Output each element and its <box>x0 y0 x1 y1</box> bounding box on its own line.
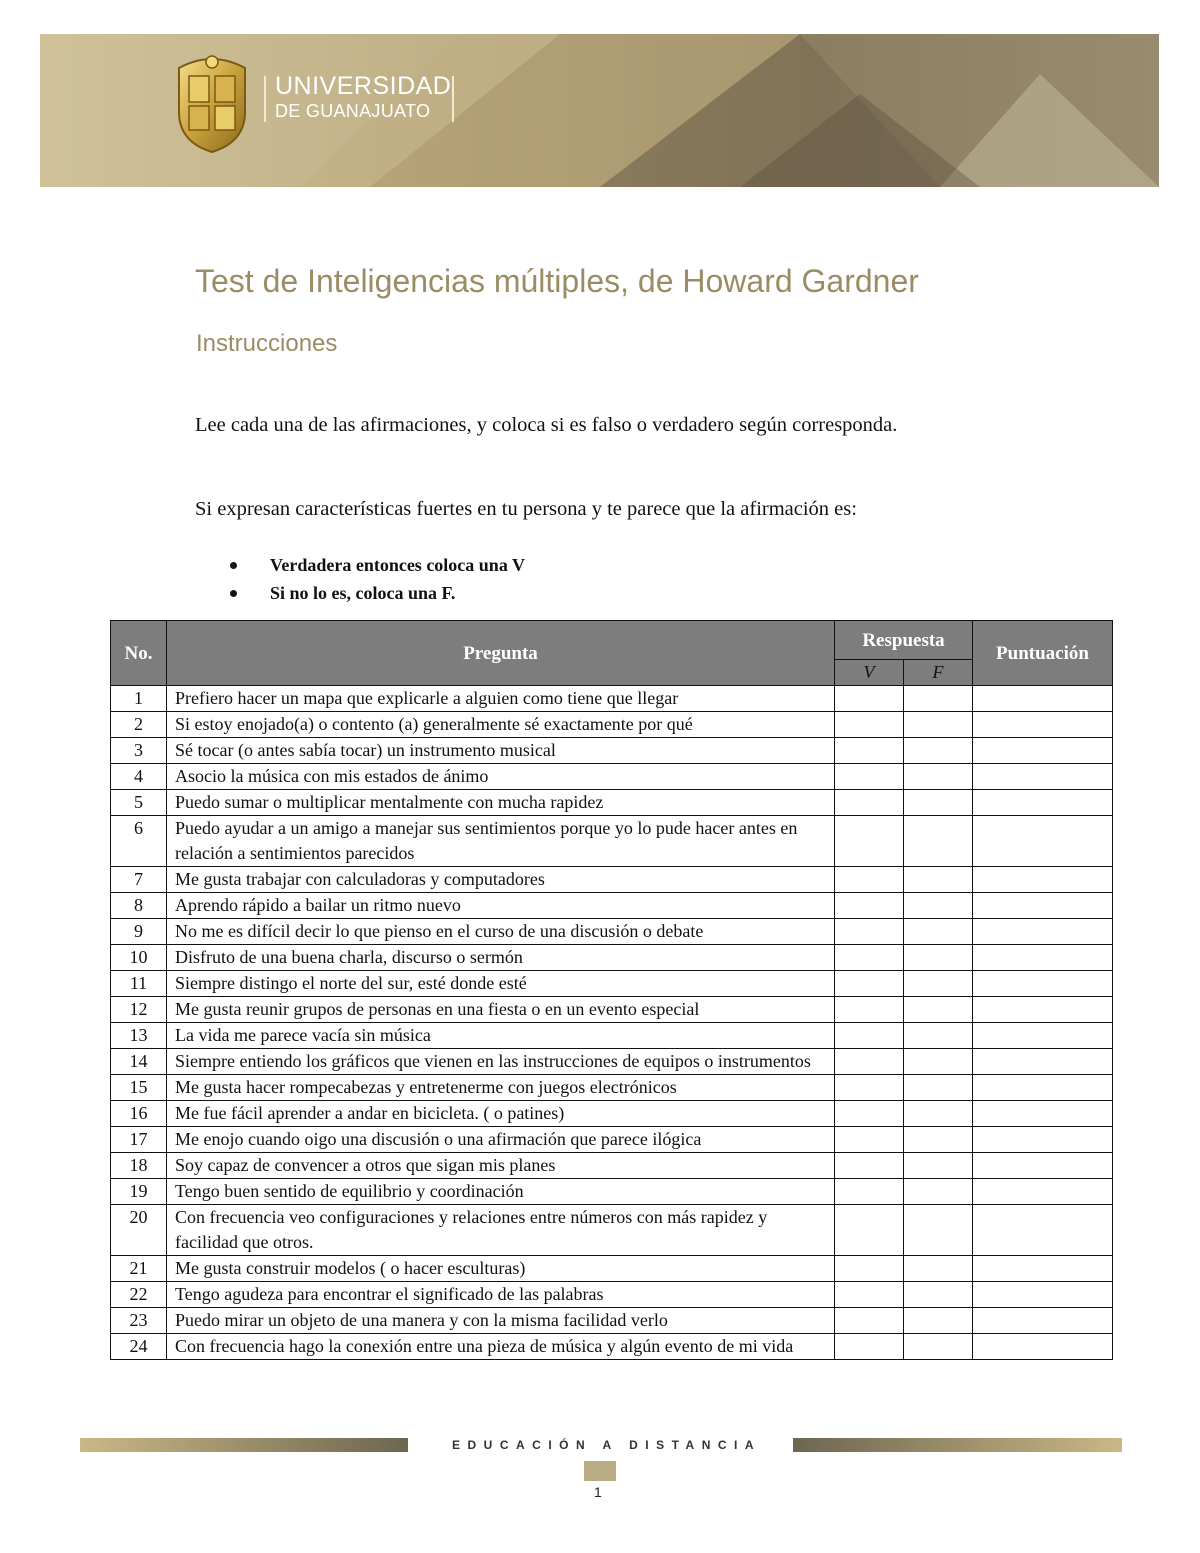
answer-v-cell[interactable] <box>835 790 904 816</box>
answer-f-cell[interactable] <box>904 738 973 764</box>
score-cell[interactable] <box>973 1075 1113 1101</box>
questions-table <box>110 620 1113 1360</box>
score-cell[interactable] <box>973 790 1113 816</box>
answer-v-cell[interactable] <box>835 945 904 971</box>
score-cell[interactable] <box>973 1308 1113 1334</box>
question-text: Si estoy enojado(a) o contento (a) generalmente sé exactamente por qué <box>167 712 835 738</box>
question-text: Siempre entiendo los gráficos que vienen en las instrucciones de equipos o instrumentos <box>167 1049 835 1075</box>
answer-f-cell[interactable] <box>904 919 973 945</box>
table-row <box>111 790 1113 816</box>
score-cell[interactable] <box>973 919 1113 945</box>
question-number: 24 <box>111 1334 167 1360</box>
instructions-paragraph-2: Si expresan características fuertes en tu persona y te parece que la afirmación es: <box>195 498 857 520</box>
logo-divider-left <box>264 76 266 122</box>
answer-v-cell[interactable] <box>835 1023 904 1049</box>
university-crest-icon <box>171 50 253 154</box>
answer-f-cell[interactable] <box>904 1308 973 1334</box>
footer-label: EDUCACIÓN A DISTANCIA <box>452 1438 762 1452</box>
footer-bar-right <box>793 1438 1122 1452</box>
score-cell[interactable] <box>973 738 1113 764</box>
answer-v-cell[interactable] <box>835 1179 904 1205</box>
table-row <box>111 1179 1113 1205</box>
answer-f-cell[interactable] <box>904 1334 973 1360</box>
answer-f-cell[interactable] <box>904 686 973 712</box>
answer-v-cell[interactable] <box>835 893 904 919</box>
answer-f-cell[interactable] <box>904 1049 973 1075</box>
question-text: Me gusta hacer rompecabezas y entretenerme con juegos electrónicos <box>167 1075 835 1101</box>
table-row <box>111 1127 1113 1153</box>
question-text: Siempre distingo el norte del sur, esté donde esté <box>167 971 835 997</box>
question-text: Tengo agudeza para encontrar el significado de las palabras <box>167 1282 835 1308</box>
question-text: Me gusta trabajar con calculadoras y computadores <box>167 867 835 893</box>
score-cell[interactable] <box>973 1179 1113 1205</box>
score-cell[interactable] <box>973 816 1113 867</box>
university-name-line2: DE GUANAJUATO <box>275 101 431 121</box>
table-row <box>111 764 1113 790</box>
document-title: Test de Inteligencias múltiples, de Howard Gardner <box>195 263 919 299</box>
score-cell[interactable] <box>973 1153 1113 1179</box>
answer-v-cell[interactable] <box>835 1205 904 1256</box>
question-text: Puedo mirar un objeto de una manera y con la misma facilidad verlo <box>167 1308 835 1334</box>
answer-v-cell[interactable] <box>835 867 904 893</box>
answer-f-cell[interactable] <box>904 1256 973 1282</box>
answer-v-cell[interactable] <box>835 1075 904 1101</box>
table-row <box>111 1205 1113 1256</box>
question-number: 16 <box>111 1101 167 1127</box>
question-text: Tengo buen sentido de equilibrio y coordinación <box>167 1179 835 1205</box>
answer-f-cell[interactable] <box>904 1101 973 1127</box>
table-row <box>111 1101 1113 1127</box>
question-number: 9 <box>111 919 167 945</box>
answer-v-cell[interactable] <box>835 971 904 997</box>
header-pregunta: Pregunta <box>167 621 835 686</box>
question-number: 2 <box>111 712 167 738</box>
question-number: 4 <box>111 764 167 790</box>
header-v: V <box>835 660 904 686</box>
header-puntuacion: Puntuación <box>973 621 1113 686</box>
answer-v-cell[interactable] <box>835 1256 904 1282</box>
question-number: 7 <box>111 867 167 893</box>
page-number: 1 <box>594 1484 602 1500</box>
header-banner <box>40 34 1159 187</box>
table-row <box>111 738 1113 764</box>
answer-v-cell[interactable] <box>835 816 904 867</box>
question-number: 19 <box>111 1179 167 1205</box>
question-number: 23 <box>111 1308 167 1334</box>
table-row <box>111 1334 1113 1360</box>
score-cell[interactable] <box>973 686 1113 712</box>
question-text: Me gusta reunir grupos de personas en una fiesta o en un evento especial <box>167 997 835 1023</box>
answer-f-cell[interactable] <box>904 893 973 919</box>
answer-f-cell[interactable] <box>904 790 973 816</box>
answer-v-cell[interactable] <box>835 1308 904 1334</box>
answer-v-cell[interactable] <box>835 764 904 790</box>
table-row <box>111 1282 1113 1308</box>
score-cell[interactable] <box>973 1101 1113 1127</box>
header-f: F <box>904 660 973 686</box>
table-row <box>111 1153 1113 1179</box>
question-number: 11 <box>111 971 167 997</box>
question-number: 12 <box>111 997 167 1023</box>
bullet-icon <box>230 590 237 597</box>
answer-v-cell[interactable] <box>835 1334 904 1360</box>
score-cell[interactable] <box>973 945 1113 971</box>
table-row <box>111 712 1113 738</box>
table-row <box>111 1049 1113 1075</box>
answer-v-cell[interactable] <box>835 1049 904 1075</box>
answer-v-cell[interactable] <box>835 712 904 738</box>
question-number: 10 <box>111 945 167 971</box>
answer-f-cell[interactable] <box>904 1075 973 1101</box>
question-number: 18 <box>111 1153 167 1179</box>
score-cell[interactable] <box>973 1049 1113 1075</box>
instructions-paragraph-1: Lee cada una de las afirmaciones, y coloca si es falso o verdadero según corresponda. <box>195 414 898 436</box>
question-text: Me gusta construir modelos ( o hacer esculturas) <box>167 1256 835 1282</box>
university-name-line1: UNIVERSIDAD <box>275 72 452 100</box>
question-text: Puedo ayudar a un amigo a manejar sus sentimientos porque yo lo pude hacer antes en relación a sentimientos parecidos <box>167 816 835 867</box>
footer-bar-left <box>80 1438 408 1452</box>
logo-divider-right <box>452 76 454 122</box>
question-number: 5 <box>111 790 167 816</box>
answer-f-cell[interactable] <box>904 945 973 971</box>
table-row <box>111 1075 1113 1101</box>
table-row <box>111 686 1113 712</box>
question-number: 8 <box>111 893 167 919</box>
table-row <box>111 816 1113 867</box>
table-row <box>111 971 1113 997</box>
question-text: Soy capaz de convencer a otros que sigan mis planes <box>167 1153 835 1179</box>
table-row <box>111 1308 1113 1334</box>
table-row <box>111 893 1113 919</box>
answer-f-cell[interactable] <box>904 712 973 738</box>
answer-f-cell[interactable] <box>904 1023 973 1049</box>
answer-v-cell[interactable] <box>835 919 904 945</box>
answer-f-cell[interactable] <box>904 867 973 893</box>
bullet-text: Verdadera entonces coloca una V <box>270 555 525 575</box>
answer-f-cell[interactable] <box>904 1282 973 1308</box>
table-row <box>111 919 1113 945</box>
question-number: 6 <box>111 816 167 867</box>
score-cell[interactable] <box>973 867 1113 893</box>
footer-square <box>584 1461 616 1481</box>
question-number: 1 <box>111 686 167 712</box>
table-row <box>111 867 1113 893</box>
question-number: 14 <box>111 1049 167 1075</box>
instructions-heading: Instrucciones <box>196 330 338 357</box>
answer-v-cell[interactable] <box>835 997 904 1023</box>
bullet-item-false <box>230 579 525 607</box>
question-text: Sé tocar (o antes sabía tocar) un instrumento musical <box>167 738 835 764</box>
question-number: 17 <box>111 1127 167 1153</box>
question-text: Me fue fácil aprender a andar en bicicleta. ( o patines) <box>167 1101 835 1127</box>
answer-f-cell[interactable] <box>904 1179 973 1205</box>
question-text: La vida me parece vacía sin música <box>167 1023 835 1049</box>
questions-table-body <box>111 686 1113 1360</box>
question-text: Me enojo cuando oigo una discusión o una afirmación que parece ilógica <box>167 1127 835 1153</box>
bullet-text: Si no lo es, coloca una F. <box>270 583 456 603</box>
question-text: Puedo sumar o multiplicar mentalmente con mucha rapidez <box>167 790 835 816</box>
answer-v-cell[interactable] <box>835 1101 904 1127</box>
score-cell[interactable] <box>973 1023 1113 1049</box>
answer-v-cell[interactable] <box>835 686 904 712</box>
answer-options-list <box>230 551 525 607</box>
question-text: Aprendo rápido a bailar un ritmo nuevo <box>167 893 835 919</box>
score-cell[interactable] <box>973 712 1113 738</box>
score-cell[interactable] <box>973 764 1113 790</box>
answer-v-cell[interactable] <box>835 1127 904 1153</box>
answer-v-cell[interactable] <box>835 1153 904 1179</box>
score-cell[interactable] <box>973 1205 1113 1256</box>
score-cell[interactable] <box>973 1256 1113 1282</box>
answer-v-cell[interactable] <box>835 1282 904 1308</box>
question-text: Prefiero hacer un mapa que explicarle a alguien como tiene que llegar <box>167 686 835 712</box>
bullet-icon <box>230 562 237 569</box>
question-number: 15 <box>111 1075 167 1101</box>
score-cell[interactable] <box>973 971 1113 997</box>
bullet-item-true <box>230 551 525 579</box>
score-cell[interactable] <box>973 1282 1113 1308</box>
header-no: No. <box>111 621 167 686</box>
question-number: 22 <box>111 1282 167 1308</box>
question-text: No me es difícil decir lo que pienso en el curso de una discusión o debate <box>167 919 835 945</box>
table-row <box>111 1256 1113 1282</box>
header-respuesta: Respuesta <box>835 621 973 660</box>
question-text: Disfruto de una buena charla, discurso o sermón <box>167 945 835 971</box>
table-row <box>111 997 1113 1023</box>
answer-f-cell[interactable] <box>904 1127 973 1153</box>
answer-f-cell[interactable] <box>904 816 973 867</box>
score-cell[interactable] <box>973 893 1113 919</box>
table-row <box>111 1023 1113 1049</box>
answer-f-cell[interactable] <box>904 971 973 997</box>
question-text: Con frecuencia hago la conexión entre una pieza de música y algún evento de mi vida <box>167 1334 835 1360</box>
answer-f-cell[interactable] <box>904 1205 973 1256</box>
score-cell[interactable] <box>973 1127 1113 1153</box>
question-number: 21 <box>111 1256 167 1282</box>
score-cell[interactable] <box>973 997 1113 1023</box>
table-row <box>111 945 1113 971</box>
answer-f-cell[interactable] <box>904 764 973 790</box>
answer-v-cell[interactable] <box>835 738 904 764</box>
question-text: Con frecuencia veo configuraciones y relaciones entre números con más rapidez y facilidad que otros. <box>167 1205 835 1256</box>
score-cell[interactable] <box>973 1334 1113 1360</box>
question-text: Asocio la música con mis estados de ánimo <box>167 764 835 790</box>
answer-f-cell[interactable] <box>904 1153 973 1179</box>
university-name <box>275 74 451 120</box>
question-number: 13 <box>111 1023 167 1049</box>
question-number: 3 <box>111 738 167 764</box>
question-number: 20 <box>111 1205 167 1256</box>
answer-f-cell[interactable] <box>904 997 973 1023</box>
